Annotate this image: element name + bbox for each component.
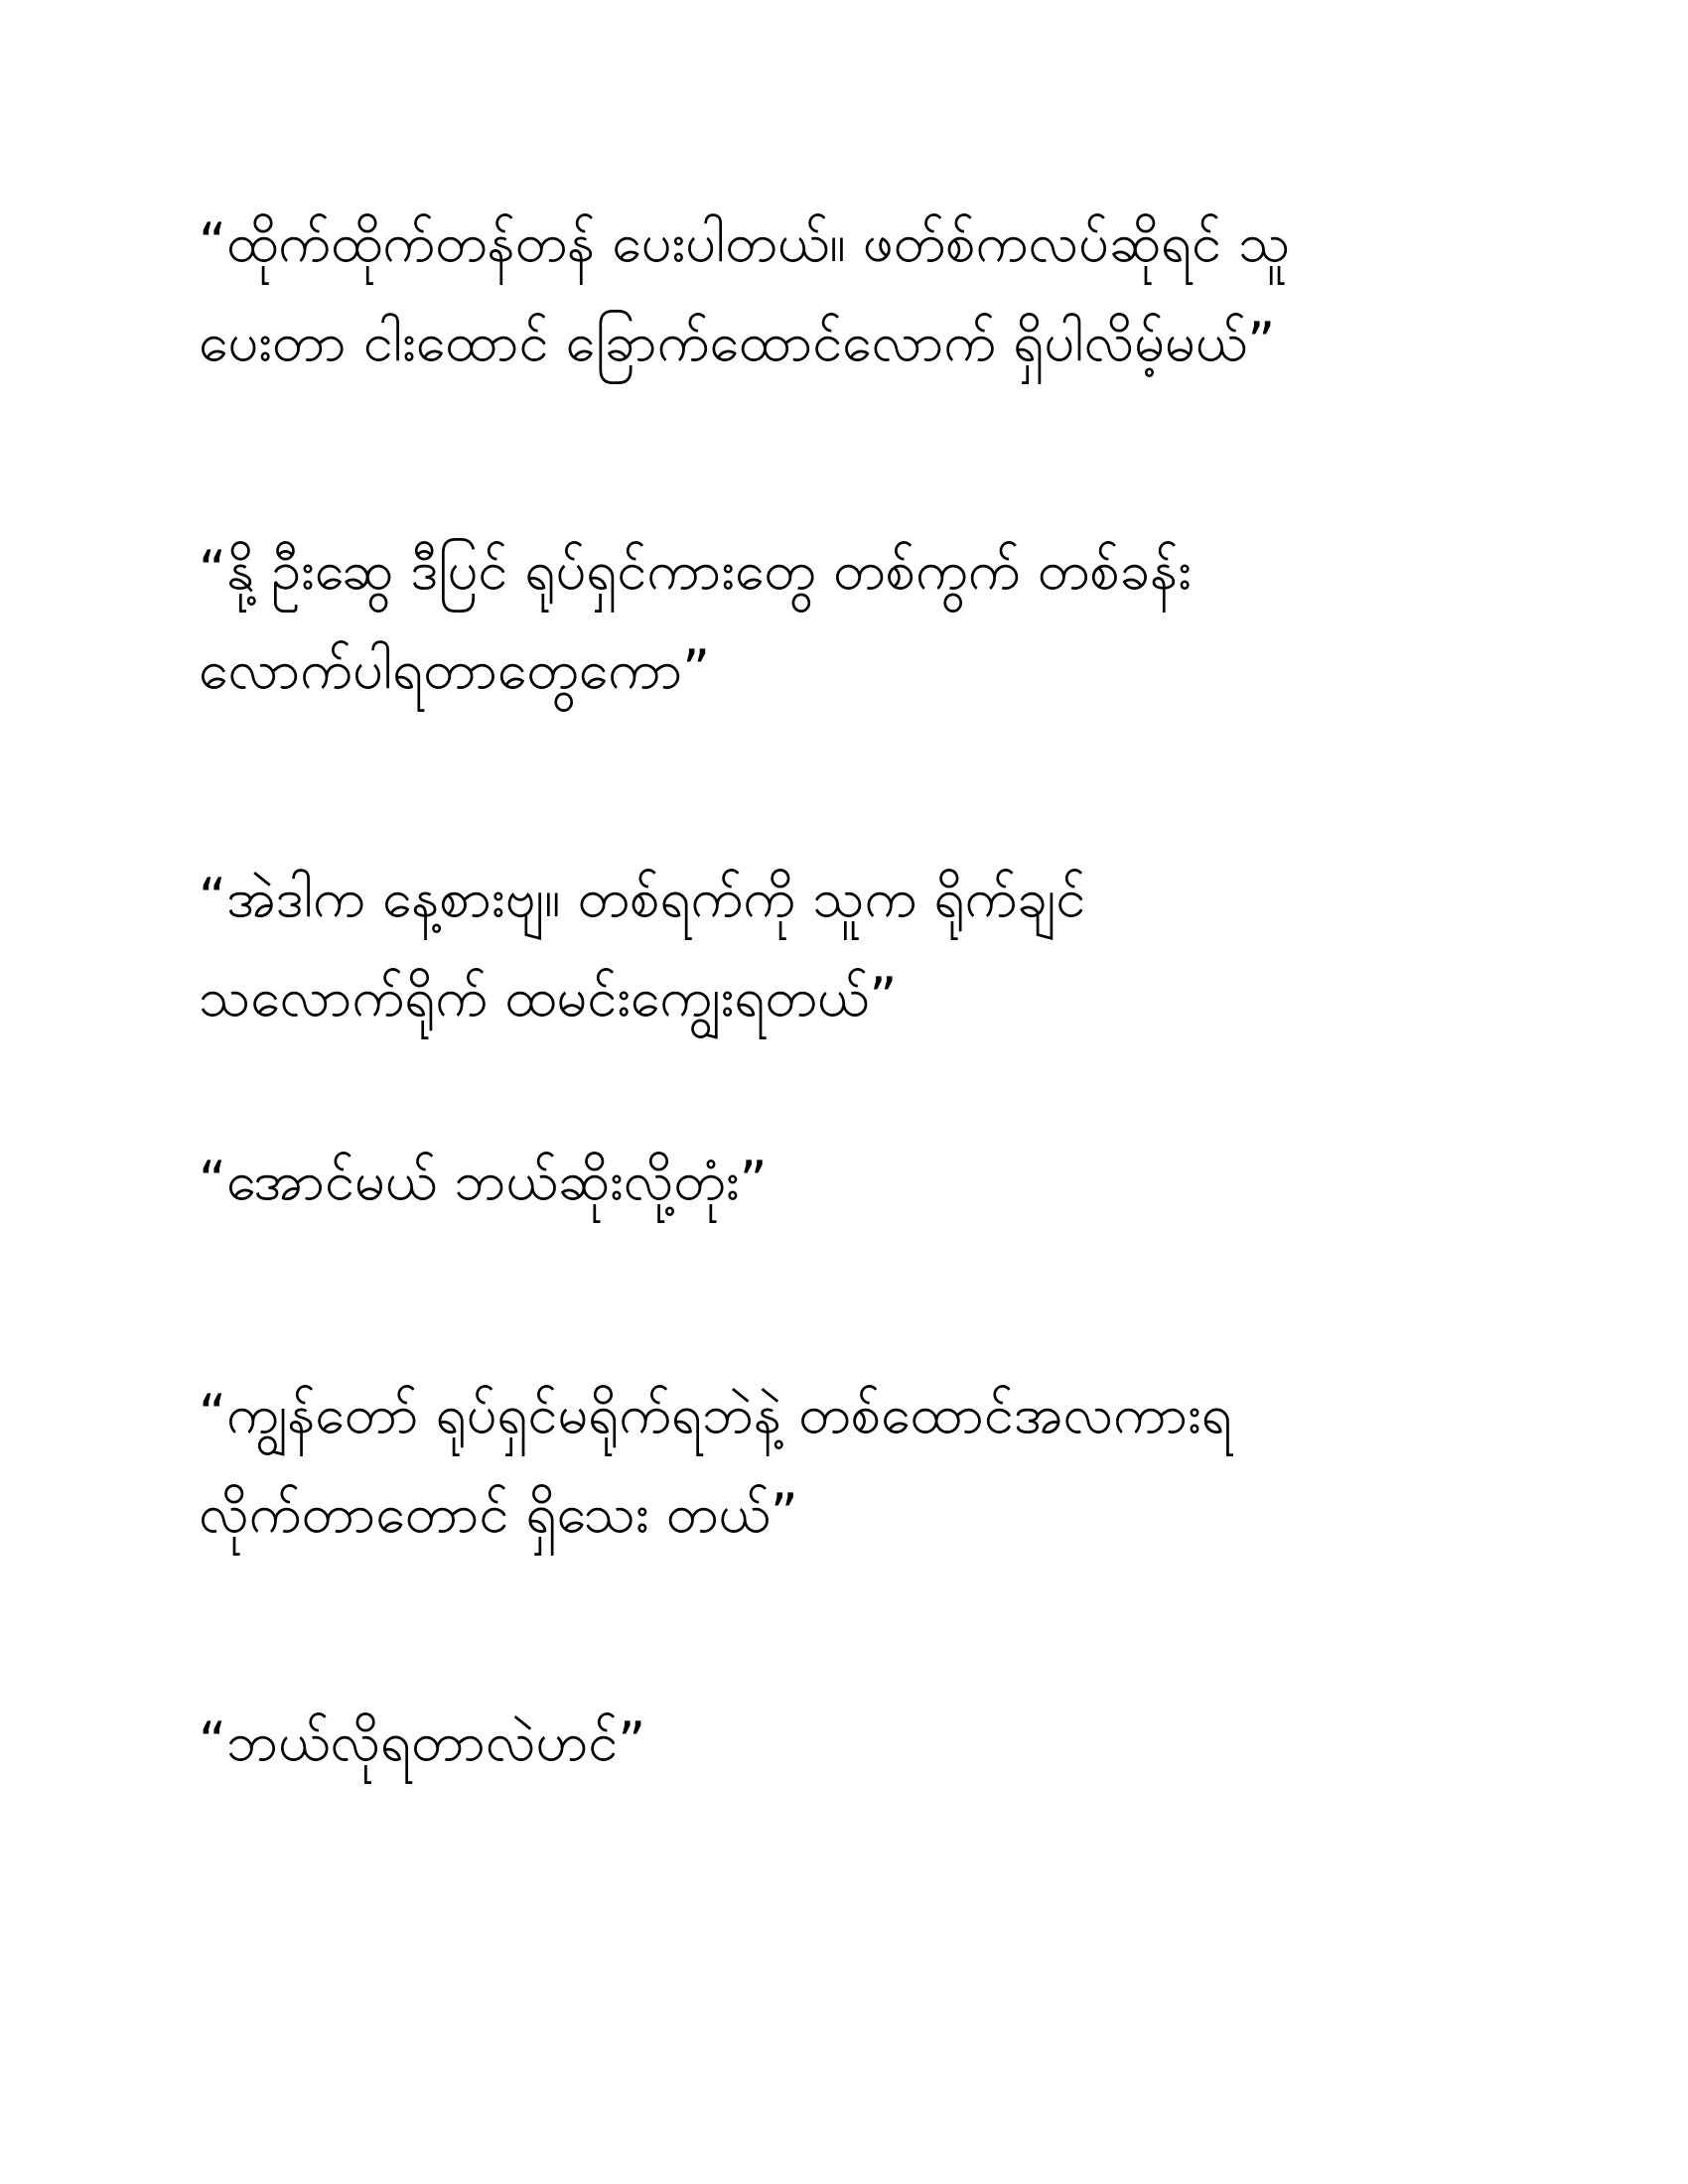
dialogue-line-5: “အဲဒါက နေ့စားဗျ။ တစ်ရက်ကို သူက ရိုက်ချင် [199,867,1086,929]
dialogue-line-8: “ကျွန်တော် ရုပ်ရှင်မရိုက်ရဘဲနဲ့ တစ်ထောင်အလကားရ [199,1383,1232,1445]
dialogue-line-9: လိုက်တာတောင် ရှိသေး တယ်” [199,1482,798,1545]
dialogue-line-3: “နို့ ဦးဆွေ ဒီပြင် ရုပ်ရှင်ကားတွေ တစ်ကွက် တစ်ခန်း [199,539,1192,602]
dialogue-line-4: လောက်ပါရတာတွေကော” [199,638,711,701]
dialogue-line-6: သလောက်ရိုက် ထမင်းကျွေးရတယ်” [199,966,898,1028]
dialogue-line-10: “ဘယ်လိုရတာလဲဟင်” [199,1710,646,1773]
dialogue-line-1: “ထိုက်ထိုက်တန်တန် ပေးပါတယ်။ ဖတ်စ်ကလပ်ဆိုရင် သူ [199,211,1291,274]
dialogue-line-2: ပေးတာ ငါးထောင် ခြောက်ထောင်လောက် ရှိပါလိမ့်မယ်” [199,311,1276,373]
dialogue-line-7: “အောင်မယ် ဘယ်ဆိုးလို့တုံး” [199,1150,768,1212]
